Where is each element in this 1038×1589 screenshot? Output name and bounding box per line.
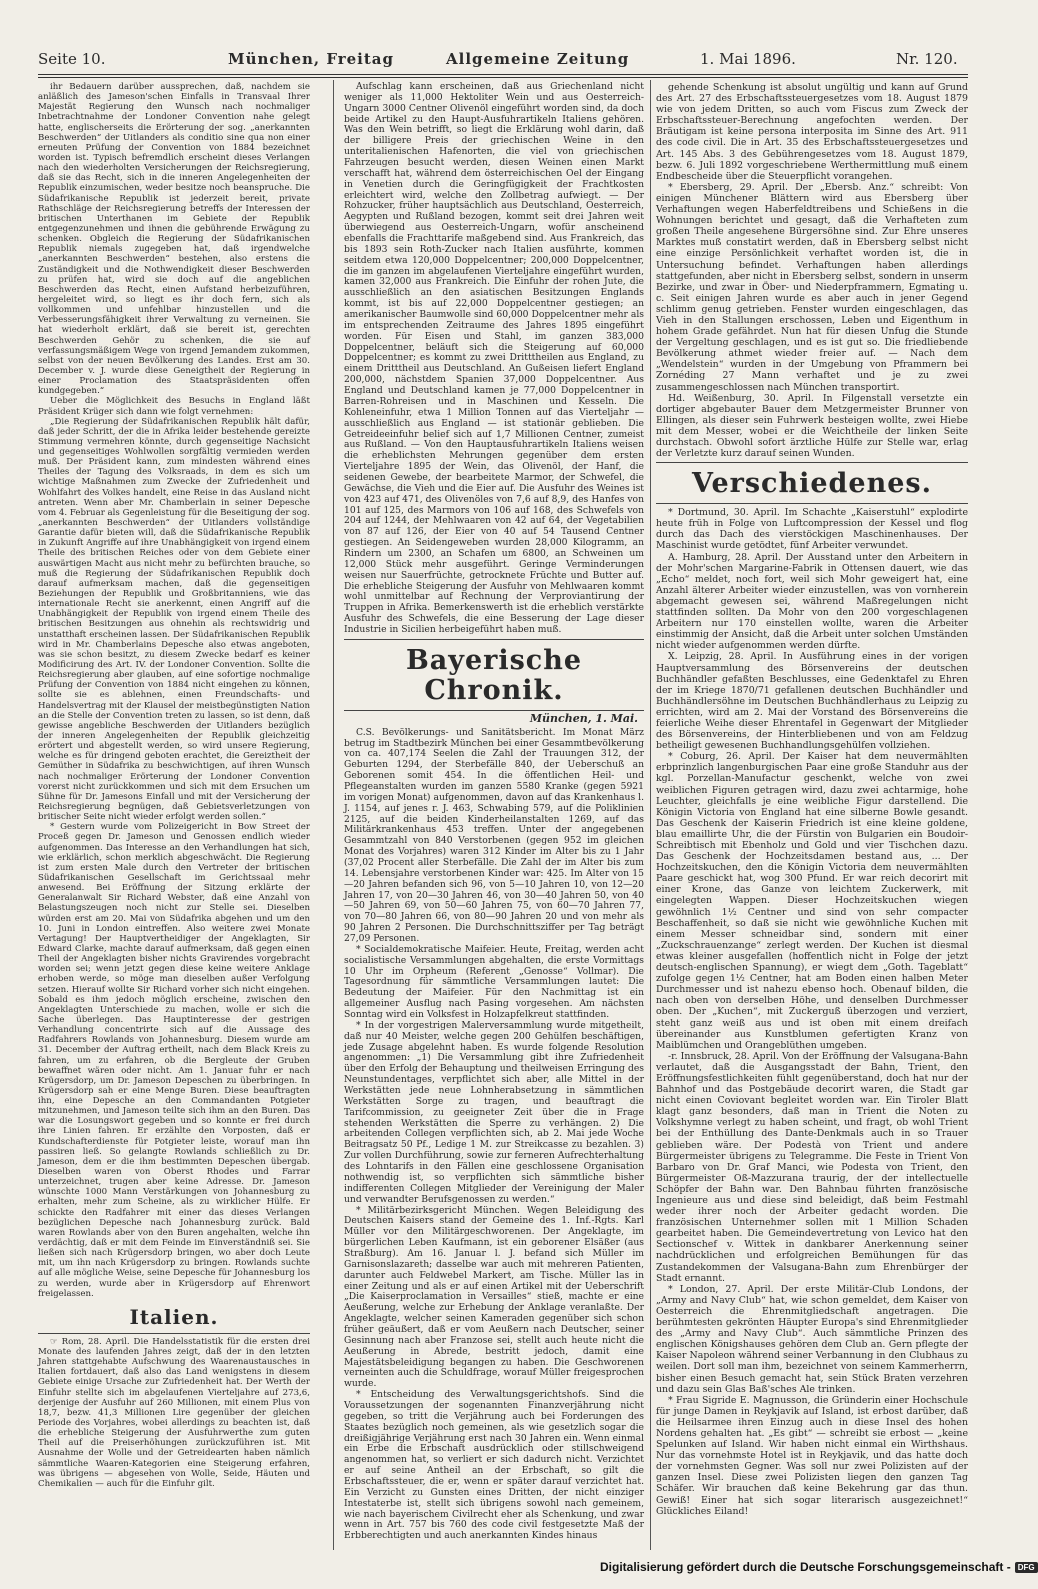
article-paragraph: Hd. Weißenburg, 30. April. In Filgenstall versetzte ein dortiger abgebauter Bauer dem Metzgermeister Brunner von Ellingen, als dieser sein Fuhrwerk besteigen wollte, zwei Hiebe mit dem Messer, wobei er die Weichtheile der linken Seite durchstach. Obwohl sofort ärztliche Hülfe zur Stelle war, erlag der Verletzte kurz darauf seinen Wunden. xyxy=(656,392,968,460)
column-2 xyxy=(344,82,644,1542)
article-paragraph: * Gestern wurde vom Polizeigericht in Bow Street der Proceß gegen Dr. Jameson und Genossen endlich wieder aufgenommen. Das Interesse an den Verhandlungen hat sich, wie erklärlich, schon merklich abgeschwächt. Die Regierung ist zum ersten Male durch den Vertreter der britischen Südafrikanischen Gesellschaft im Gerichtssaal mehr anwesend. Bei Eröffnung der Sitzung erklärte der Generalanwalt Sir Richard Webster, daß eine Anzahl von Belastungszeugen noch nicht zur Stelle sei. Dieselben würden erst am 20. Mai von Südafrika abgehen und um den 10. Juni in London eintreffen. Also weitere zwei Monate Vertagung! Der Hauptvertheidiger der Angeklagten, Sir Edward Clarke, machte darauf aufmerksam, daß gegen einen Theil der Angeklagten bisher nichts Gravirendes vorgebracht worden sei; wenn jetzt gegen diese keine weitere Anklage erhoben werde, so möge man dieselben außer Verfolgung setzen. Hierauf wollte Sir Richard vorher sich nicht eingehen. Sobald es ihm jedoch möglich erscheine, zwischen den Angeklagten Unterschiede zu machen, wolle er sich die Sache überlegen. Das Hauptinteresse der gestrigen Verhandlung concentrirte sich auf die Aussage des Radfahrers Rowlands von Johannesburg. Diesem wurde am 31. December der Auftrag ertheilt, nach dem Black Kreis zu fahren, um zu erfahren, ob die Bergleute der Gruben bewaffnet wären oder nicht. Am 1. Januar fuhr er nach Krügersdorp, um Dr. Jameson Depeschen zu überbringen. In Krügersdorp sah er eine Menge Buren. Diese beauftragten ihn, eine Depesche an den Commandanten Potgieter mitzunehmen, und Jameson teilte sich ihm an den Buren. Das war die Losungswort gegeben und so konnte er frei durch ihre Linien fahren. Er erzählte den Vorposten, daß er Kundschafterdienste für Potgieter leiste, worauf man ihn passiren ließ. So gelangte Rowlands schließlich zu Dr. Jameson, dem er die ihm bestimmten Depeschen übergab. Dieselben waren von Oberst Rhodes und Farrar unterzeichnet, trugen aber keine Adresse. Dr. Jameson wünschte 1000 Mann Verstärkungen von Johannesburg zu erhalten, mehr zum Scheine, als zu wirklicher Hülfe. Er schickte den Radfahrer mit einer das dieses Verlangen bezüglichen Depesche nach Johannesburg zurück. Bald waren Rowlands aber von den Buren angehalten, welche ihn verdächtig, daß er mit dem Feinde im Einverständniß sei. Sie ließen sich nach Krügersdorp bringen, wo aber doch Leute mit, um ihn nach Krügersdorp zu bringen. Rowlands suchte auf alle mögliche Weise, seine Depesche für Johannesburg los zu werden, wurde aber in Krügersdorp auf Ehrenwort freigelassen. xyxy=(38,822,310,1299)
article-paragraph: „Die Regierung der Südafrikanischen Republik hält dafür, daß jeder Schritt, der die in Afrika leider bestehende gereizte Stimmung vermehren könnte, durch gegenseitige Nachsicht und gegenseitiges Wohlwollen sorgfältig vermieden werden muß. Der Präsident kann, zum mindesten während eines Theiles der Tagung des Volksraads, in dem es sich um wichtige Maßnahmen zum Zwecke der Zufriedenheit und Wohlfahrt des Volkes handelt, eine Reise in das Ausland nicht antreten. Wenn aber Mr. Chamberlain in seiner Depesche vom 4. Februar als Gegenleistung für die Beseitigung der sog. „anerkannten Beschwerden“ der Uitlanders vollständige Garantie dafür bieten will, daß die Südafrikanische Republik in Zukunft Angriffe auf ihre Unabhängigkeit von irgend einem Theile des britischen Reiches oder von dem Gebiete einer auswärtigen Macht aus nicht mehr zu befürchten brauche, so muß die Regierung der Südafrikanischen Republik doch darauf aufmerksam machen, daß die gegenseitigen Beziehungen der Republik und Großbritanniens, wie das internationale Recht sie anerkennt, einen Angriff auf die Unabhängigkeit der Republik von irgend einem Theile des britischen Besitzungen aus ohnehin als rechtswidrig und unstatthaft erscheinen lassen. Der Südafrikanischen Republik wird in Mr. Chamberlains Depesche also etwas angeboten, was sie schon besitzt, zu diesem Zwecke bedarf es keiner Modificirung des Art. IV. der Londoner Convention. Sollte die Reichsregierung aber glauben, auf eine sofortige nochmalige Prüfung der Convention von 1884 nicht eingehen zu können, sollte sie es ablehnen, einen Freundschafts- und Handelsvertrag mit der Klausel der meistbegünstigten Nation an die Stelle der Convention treten zu lassen, so ist denn, daß gewisse angebliche Beschwerden der Uitlanders bezüglich der inneren Angelegenheiten der Republik gleichzeitig erörtert und abgestellt werden, so wird unsere Regierung, welche es für dringend geboten erachtet, die Gereiztheit der Gemüther in Südafrika zu beschwichtigen, auf ihren Wunsch nach nochmaliger Erörterung der Londoner Convention vorerst nicht zurückkommen und sich mit dem Ersuchen um Sühne für Dr. Jamesons Einfall und mit der Versicherung der Reichsregierung begnügen, daß Gebietsverletzungen von britischer Seite nicht wieder erfolgt werden sollen.“ xyxy=(38,416,310,823)
article-paragraph: * Ebersberg, 29. April. Der „Ebersb. Anz.“ schreibt: Von einigen Münchener Blättern wird aus Ebersberg über Verhaftungen wegen Haberfeldtreibens und Schießens in die Wohnungen berichtet und gesagt, daß die Verhafteten zum großen Theile angesehene Bürgersöhne sind. Zur Ehre unseres Marktes muß constatirt werden, daß in Ebersberg selbst nicht eine einzige Persönlichkeit verhaftet worden ist, die in Untersuchung befindet. Verhaftungen haben allerdings stattgefunden, aber nicht in Ebersberg selbst, sondern in unserm Bezirke, und zwar in Öber- und Niederpframmern, Egmating u. c. Seit einigen Jahren wurde es aber auch in jener Gegend schlimm genug getrieben. Fenster wurden eingeschlagen, das Vieh in den Stallungen erschossen, Leben und Eigenthum in hohem Grade gefährdet. Nun hat für diesen Unfug die Stunde der Vergeltung geschlagen, und es ist gut so. Die friedliebende Bevölkerung athmet wieder freier auf. — Nach dem „Wendelstein“ wurden in der Umgebung von Pframmern bei Zornéding 27 Mann verhaftet und je zu zwei zusammengeschlossen nach München transportirt. xyxy=(656,181,968,393)
column-divider xyxy=(333,80,334,1550)
article-paragraph: ☞ Rom, 28. April. Die Handelsstatistik für die ersten drei Monate des laufenden Jahres zeigt, daß der in den letzten Jahren stattgehabte Aufschwung des Waarenaustausches in Italien fortdauert, daß also das Land wenigstens in diesem Gebiete einige Ursache zur Zufriedenheit hat. Der Werth der Einfuhr stellte sich im abgelaufenen Vierteljahre auf 273,6, derjenige der Ausfuhr auf 260 Millionen, mit einem Plus von 18,7, bezw. 41,3 Millionen Lire gegenüber der gleichen Periode des Vorjahres, wobei allerdings zu beachten ist, daß die erhebliche Steigerung der Ausfuhrwerthe zum guten Theil auf die Preiserhöhungen zurückzuführen ist. Mit Ausnahme der Wolle und der Getreidearten haben nämlich sämmtliche Waaren-Kategorien eine Steigerung erfahren, was übrigens — abgesehen von Wolle, Seide, Häuten und Chemikalien — auch für die Einfuhr gilt. xyxy=(38,1336,310,1489)
article-paragraph: * Socialdemokratische Maifeier. Heute, Freitag, werden acht socialistische Versammlungen abgehalten, die erste Vormittags 10 Uhr im Orpheum (Referent „Genosse“ Vollmar). Die Tagesordnung für sämmtliche Versammlungen lautet: Die Bedeutung der Maifeier. Für den Nachmittag ist ein allgemeiner Ausflug nach Pasing vorgesehen. Am nächsten Sonntag wird ein Volksfest in Holzapfelkreut stattfinden. xyxy=(344,943,644,1021)
place-day: München, Freitag xyxy=(228,50,395,68)
page-header xyxy=(38,50,968,72)
article-paragraph: * Frau Sigride E. Magnusson, die Gründerin einer Hochschule für junge Damen in Reykjavik auf Island, ist erbost darüber, daß die Heilsarmee ihren Einzug auch in diese Insel des hohen Nordens gehalten hat. „Es gibt“ — schreibt sie erbost — „keine Spelunken auf Island. Wir haben nicht einmal ein Wirthshaus. Nur das vornehmste Hotel ist in Reykjavik, und das hatte doch der vornehmsten Gegner. Was soll nur zwei Polizisten auf der ganzen Insel. Diese zwei Polizisten liegen den ganzen Tag Schäfer. Wir brauchen daß keine Bekehrung gar das thun. Gewiß! Einer hat sich sogar literarisch ausgezeichnet!“ Glückliches Eiland! xyxy=(656,1394,968,1517)
article-paragraph: * Entscheidung des Verwaltungsgerichtshofs. Sind die Voraussetzungen der sogenannten Finanzverjährung nicht gegeben, so tritt die Verjährung auch bei Forderungen des Staates bezüglich noch gemeinen, als wie gesetzlich sogar die dreißigjährige Verjährung erst nach 30 Jahren ein. Wenn einmal ein Erbe die Erbschaft ausdrücklich oder stillschweigend angenommen hat, so verliert er sich dadurch nicht. Verzichtet er auf seine Antheil an der Erbschaft, so gilt die Erbschaftssteuer, die er, wenn er später darauf verzichtet hat. Ein Verzicht zu Gunsten eines Dritten, der nicht einziger Intestaterbe ist, stellt sich übrigens sowohl nach gemeinem, wie nach bayerischem Civilrecht eher als Schenkung, und zwar wenn in Art. 757 bis 760 des code civil festgesetzte Maß der Erbberechtigten und auch anerkannten Kindes hinaus xyxy=(344,1389,644,1542)
digitization-footer xyxy=(600,1560,1038,1574)
section-rule xyxy=(656,503,968,504)
article-paragraph: * London, 27. April. Der erste Militär-Club Londons, der „Army and Navy Club“ hat, wie schon gemeldet, dem Kaiser von Oesterreich die Ehrenmitgliedschaft angetragen. Die berühmtesten gekrönten Häupter Europa's sind Ehrenmitglieder des „Army and Navy Club“. Auch sämmtliche Prinzen des englischen Königshauses gehören dem Club an. Gern pflegte der Kaiser Napoleon während seiner Verbannung in den Clubhaus zu weilen. Dort soll man ihm, bezeichnet von seinem Kammerherrn, bisher einen Besuch gemacht hat, sein Stück Braten verzehren und dazu sein Glas Baß'sches Ale trinken. xyxy=(656,1283,968,1395)
article-paragraph: X. Leipzig, 28. April. In Ausführung eines in der vorigen Hauptversammlung des Börsenvereins der deutschen Buchhändler gefaßten Beschlusses, eine Gedenktafel zu Ehren der im Kriege 1870/71 gefallenen deutschen Buchhändler und Buchhändlersöhne im Deutschen Buchhändlerhaus zu Leipzig zu errichten, wird am 2. Mai der Vorstand des Börsenvereins die feierliche Weihe dieser Ehrentafel in Gegenwart der Mitglieder des Börsenvereins, der Hinterbliebenen und von am Feldzug betheiligt gewesenen Buchhandlungsgehülfen vollziehen. xyxy=(656,651,968,752)
article-paragraph: Aufschlag kann erscheinen, daß aus Griechenland nicht weniger als 11,000 Hektoliter Wein und aus Oesterreich-Ungarn 3000 Centner Olivenöl eingeführt worden sind, da doch beide Artikel zu den Haupt-Ausfuhrartikeln Italiens gehören. Was den Wein betrifft, so liegt die Erklärung wohl darin, daß der billigere Preis der griechischen Weine in den unteritalienischen Hafenorten, die viel von griechischen Fahrzeugen besucht werden, diesen Weinen einen Markt verschafft hat, während dem österreichischen Oel der Eingang in Venetien durch die Geringfügigkeit der Frachtkosten erleichtert wird, welche den Zollbetrag aufwiegt. — Der Rohzucker, früher hauptsächlich aus Deutschland, Oesterreich, Aegypten und Rußland bezogen, kommt seit drei Jahren weit überwiegend aus Oesterreich-Ungarn, wofür anscheinend ebenfalls die Frachttarife maßgebend sind. Aus Frankreich, das bis 1893 sein Roth-Zucker nach Italien ausführte, kommen seitdem etwa 120,000 Doppelcentner; 200,000 Doppelcentner, die im ganzen im abgelaufenen Vierteljahre eingeführt wurden, kamen 32,000 aus Frankreich. Die Einfuhr der rohen Jute, die ausschließlich an den asiatischen Besitzungen Englands kommt, ist bis auf 22,000 Doppelcentner gestiegen; an amerikanischer Baumwolle sind 60,000 Doppelcentner mehr als im entsprechenden Zeitraume des Jahres 1895 eingeführt worden. Für Eisen und Stahl, im ganzen 383,000 Doppelcentner, beläuft sich die Steigerung auf 60,000 Doppelcentner; es kommt zu zwei Dritttheilen aus England, zu einem Dritttheil aus Deutschland. An Gußeisen liefert England 200,000, nächstdem Spanien 37,000 Doppelcentner. Aus England und Deutschland kamen je 77,000 Doppelcentner in Barren-Rohreisen und in Maschinen und Kesseln. Die Kohleneinfuhr, etwa 1 Million Tonnen auf das Vierteljahr — ausschließlich aus England — ist stationär geblieben. Die Getreideeinfuhr belief sich auf 1,7 Millionen Centner, zumeist aus Rußland. — Von den Hauptausfuhrartikeln Italiens weisen die erheblichsten Mehrungen gegenüber dem ersten Vierteljahre 1895 der Wein, das Olivenöl, der Hanf, die seidenen Gewebe, der bearbeitete Marmor, der Schwefel, die Gewächse, die Vieh und die Eier auf. Die Ausfuhr des Weines ist von 423 auf 471, des Olivenöles von 7,6 auf 8,9, des Hanfes von 101 auf 125, des Marmors von 106 auf 168, des Schwefels von 204 auf 1244, der Mehlwaaren von 42 auf 64, der Vegetabilien von 87 auf 126, der Eier von 40 auf 54 Tausend Centner gestiegen. An Seidengeweben wurden 28,000 Kilogramm, an Rindern um 2300, an Schafen um 6800, an Schweinen um 12,000 Stück mehr ausgeführt. Geringe Verminderungen weisen nur Sauerfrüchte, getrocknete Früchte und Butter auf. Die erhebliche Steigerung der Ausfuhr von Mehlwaaren kommt wohl unmittelbar auf Rechnung der Verproviantirung der Truppen in Afrika. Bemerkenswerth ist die erheblich verstärkte Ausfuhr des Schwefels, die eine Besserung der Lage dieser Industrie in Sicilien herbeigeführt haben muß. xyxy=(344,81,644,635)
article-paragraph: * Militärbezirksgericht München. Wegen Beleidigung des Deutschen Kaisers stand der Gemeine des 1. Inf.-Rgts. Karl Müller vor den Militärgeschworenen. Der Angeklagte, im bürgerlichen Leben Kaufmann, ist ein geborener Elsäßer (aus Straßburg). Am 16. Januar l. J. befand sich Müller im Garnisonslazareth; dasselbe war auch mit mehreren Patienten, darunter auch Feldwebel Markert, am Tische. Müller las in einer Zeitung und als er auf einen Artikel mit der Ueberschrift „Die Kaiserproclamation in Versailles“ stieß, machte er eine Aeußerung, welche zur Erhebung der Anklage veranlaßte. Der Angeklagte, welcher seinen Kameraden gegenüber sich schon früher geäußert, daß er vom Aeußern nach Deutscher, seiner Gesinnung nach aber Franzose sei, stellt auch heute nicht die Aeußerung in Abrede, bestritt jedoch, damit eine Majestätsbeleidigung begangen zu haben. Die Geschworenen verneinten auch die Schuldfrage, worauf Müller freigesprochen wurde. xyxy=(344,1204,644,1390)
section-title-bayerische-chronik: Bayerische Chronik. xyxy=(405,644,583,706)
column-divider xyxy=(650,80,651,1550)
section-title-verschiedenes: Verschiedenes. xyxy=(691,468,933,500)
section-rule xyxy=(344,710,644,711)
section-rule xyxy=(656,462,968,463)
article-paragraph: Ueber die Möglichkeit des Besuchs in England läßt Präsident Krüger sich dann wie folgt vernehmen: xyxy=(38,396,310,417)
page-number: Seite 10. xyxy=(38,50,106,68)
issue-number: Nr. 120. xyxy=(896,50,958,68)
issue-date: 1. Mai 1896. xyxy=(700,50,796,68)
newspaper-name: Allgemeine Zeitung xyxy=(446,50,630,68)
section-title-italien: Italien. xyxy=(129,1304,219,1329)
dfg-logo-icon: DFG xyxy=(1015,1562,1038,1573)
article-paragraph: * In der vorgestrigen Malerversammlung wurde mitgetheilt, daß nur 40 Meister, welche gegen 200 Gehülfen beschäftigen, jede Zusage abgelehnt haben. Es wurde folgende Resolution angenommen: „1) Die Versammlung gibt ihre Zufriedenheit über den Erfolg der Behauptung und theilweisen Erringung des Neunstundentages, verpflichtet sich aber, alle Mittel in der Werkstätten jede neue Lohnherabsetzung in sämmtlichen Werkstätten Sorge zu tragen, und beauftragt die Tarifcommission, zu geeigneter Zeit über die in Frage stehenden Werkstätten die Sperre zu verhängen. 2) Die arbeitenden Collegen verpflichten sich, ab 2. Mai jede Woche Beitragsatz 50 Pf., Ledige 1 M. zur Streikcasse zu bezahlen. 3) Zur vollen Durchführung, sowie zur ferneren Aufrechterhaltung des Lohntarifs in den Fällen eine geschlossene Organisation nothwendig ist, so verpflichten sich sämmtliche bisher indifferenten Collegen Mitglieder der Vereinigung der Maler und verwandter Berufsgenossen zu werden.“ xyxy=(344,1019,644,1205)
footer-text: Digitalisierung gefördert durch die Deutsche Forschungsgemeinschaft - xyxy=(600,1560,1011,1574)
article-paragraph: gehende Schenkung ist absolut ungültig und kann auf Grund des Art. 27 des Erbschaftssteuergesetzes vom 18. August 1879 wie von jedem Dritten, so auch vom Fiscus zum Zweck der Erbschaftssteuer-Berechnung angefochten werden. Der Bräutigam ist keine persona interposita im Sinne des Art. 911 des code civil. Die in Art. 35 des Erbschaftssteuergesetzes und Art. 145 Abs. 3 des Gebührengesetzes vom 18. August 1879, bezw. 6. Juli 1892 vorgeschriebene Werthermittlung muß einem Endbescheide über die Steuerpflicht vorangehen. xyxy=(656,82,968,182)
article-paragraph: * Coburg, 26. April. Der Kaiser hat dem neuvermählten erbprinzlich langenburgischen Paar eine große Standuhr aus der kgl. Porzellan-Manufactur geschenkt, welche von zwei weiblichen Figuren getragen wird, dazu zwei achtarmige, hohe Leuchter, gleichfalls je eine weibliche Figur darstellend. Die Königin Victoria von England hat eine silberne Bowle gesandt. Das Geschenk der Kaiserin Friedrich ist eine kleine goldene, blau emaillirte Uhr, die der Fürstin von Bulgarien ein Boudoir-Schreibtisch mit Ebenholz und Gold und vier Tischchen dazu. Das Geschenk der Hochzeitsdamen bestand aus, ... Der Hochzeitskuchen, den die Königin Victoria dem neuvermählten Paare geschickt hat, wog 300 Pfund. Er war reich decorirt mit einer Krone, das Ganze von leichtem Zuckerwerk, mit eingelegten Wappen. Dieser Hochzeitskuchen wiegen gewöhnlich 1½ Centner und sind von sehr compacter Beschaffenheit, so daß sie nicht wie gewöhnliche Kuchen mit einem Messer schneidbar sind, sondern mit einer „Zuckschrauenzange“ zerlegt werden. Der Kuchen ist diesmal etwas kleiner ausgefallen (hoffentlich nicht in Folge der jetzt deutsch-englischen Spannung), er wiegt dem „Goth. Tageblatt“ zufolge gegen 1½ Centner, hat am Boden einen halben Meter Durchmesser und ist nahezu ebenso hoch. Obenauf bilden, die nach oben von derselben Höhe, und denselben Durchmesser oben. Der „Kuchen“, mit Zuckerguß überzogen und verziert, steht ganz weiß aus und ist oben mit einem dreifach übereinander aus Kunstblumen gefertigten Kranz von Maiblümchen und Orangeblüthen umgeben. xyxy=(656,751,968,1051)
section-rule xyxy=(38,1333,310,1334)
article-paragraph: A. Hamburg, 28. April. Der Ausstand unter den Arbeitern in der Mohr'schen Margarine-Fabrik in Ottensen dauert, wie das „Echo“ meldet, noch fort, weil sich Mohr geweigert hat, eine Anzahl älterer Arbeiter wieder einzustellen, was von vornherein abgemacht gewesen sei, während Maßregelungen nicht stattfinden sollten. Da Mohr von den 200 vorgeschlagenen Arbeitern nur 170 einstellen wollte, waren die Arbeiter einstimmig der Ansicht, daß die Arbeit unter solchen Umständen nicht wieder aufgenommen werden dürfte. xyxy=(656,551,968,652)
column-1 xyxy=(38,82,310,1489)
header-rule-thin xyxy=(38,77,968,78)
section-rule xyxy=(344,639,644,640)
article-paragraph: * Dortmund, 30. April. Im Schachte „Kaiserstuhl“ explodirte heute früh in Folge von Luftcompression der Kessel und flog durch das Dach des vierstöckigen Maschinenhauses. Der Maschinist wurde getödtet, fünf Arbeiter verwundet. xyxy=(656,507,968,552)
article-paragraph: C.S. Bevölkerungs- und Sanitätsbericht. Im Monat März betrug im Stadtbezirk München bei einer Gesammtbevölkerung von ca. 407,174 Seelen die Zahl der Trauungen 312, der Geburten 1294, der Sterbefälle 840, der Ueberschuß an Geborenen somit 454. In die öffentlichen Heil- und Pflegeanstalten wurden im ganzen 5580 Kranke (gegen 5921 im vorigen Monat) aufgenommen, davon auf das Krankenhaus l. J. 1154, auf jenes r. J. 463, Schwabing 579, auf die Poliklinien 2125, auf die beiden Kinderheilanstalten 1269, auf das Militärkrankenhaus 453 treffen. Unter der angegebenen Gesammtzahl von 840 Verstorbenen (gegen 952 im gleichen Monat des Vorjahres) waren 312 Kinder im Alter bis zu 1 Jahr (37,02 Procent aller Sterbefälle. Die Zahl der im Alter bis zum 14. Lebensjahre verstorbenen Kinder war: 425. Im Alter von 15—20 Jahren befanden sich 96, von 5—10 Jahren 10, von 12—20 Jahren 17, von 20—30 Jahren 46, von 30—40 Jahren 50, von 40—50 Jahren 69, von 50—60 Jahren 75, von 60—70 Jahren 77, von 70—80 Jahren 66, von 80—90 Jahren 20 und von mehr als 90 Jahren 2 Personen. Die Durchschnittsziffer per Tag beträgt 27,09 Personen. xyxy=(344,726,644,945)
dateline: München, 1. Mai. xyxy=(529,711,638,725)
article-paragraph: -r. Innsbruck, 28. April. Von der Eröffnung der Valsugana-Bahn verlautet, daß die Ausgangsstadt der Bahn, Trient, den Eröffnungsfestlichkeiten fühlt gegenüberstand, doch hat nur der Bahnhof und das Postgebäude decorirt waren, die Stadt gar nicht einen Coviovant begleitet worden war. Ein Tiroler Blatt klagt ganz besonders, daß man in Trient die Noten zu Volkshymne verlegt zu haben scheint, und fragt, ob wohl Trient bei der Enthüllung des Dante-Denkmals auch in so Trauer geblieben wäre. Der Podestà von Trient und andere Bürgermeister übrigens zu Telegramme. Die Feste in Trient Von Barbaro von Dr. Graf Manci, wie Podesta von Trient, den Bürgermeister Oß-Mazzurana traurig, der der intellectuelle Schöpfer der Bahn war. Den Bahnbau führten französische Ingenieure aus und diese sind beleidigt, daß beim Festmahl weder ihrer noch der Arbeiter gedacht worden. Die französischen Unternehmer sollen mit 1 Million Schaden gearbeitet haben. Die Gemeindevertretung von Levico hat den Sectionschef v. Wittek in dankbarer Anerkennung seiner nachdrücklichen und erfolgreichen Bemühungen für das Zustandekommen der Valsugana-Bahn zum Ehrenbürger der Stadt ernannt. xyxy=(656,1050,968,1284)
column-3 xyxy=(656,82,968,1517)
article-paragraph: ihr Bedauern darüber aussprechen, daß, nachdem sie anläßlich des Jameson'schen Einfalls in Transvaal Ihrer Majestät Regierung den Wunsch nach nochmaliger Inbetrachtnahme der Londoner Convention nahe gelegt hatte, englischerseits die Erörterung der sog. „anerkannten Beschwerden“ der Uitlanders als conditio sine qua non einer erneuten Prüfung der Convention von 1884 bezeichnet worden ist. Typisch befremdlich erscheint dieses Verlangen nach den wiederholten Versicherungen der Reichsregierung, daß sie das Recht, sich in die inneren Angelegenheiten der Republik einzumischen, weder besitze noch beanspruche. Die Südafrikanische Republik ist jederzeit bereit, private Rathschläge der Reichsregierung betreffs der Interessen der britischen Unterthanen im Gebiete der Republik entgegenzunehmen und ihnen die gebührende Erwägung zu schenken. Obgleich die Regierung der Südafrikanischen Republik niemals zugegeben hat, daß irgendwelche „anerkannten Beschwerden“ bestehen, also erstens die Zuständigkeit und die Nothwendigkeit dieser Beschwerden zu prüfen hat, wird sie doch auf die angeblichen Beschwerden das Recht, einen Aufstand herbeizuführen, hergeleitet wird, so liegt es ihr doch fern, sich als vollkommen und unfehlbar hinzustellen und die Verbesserungsfähigkeit ihrer Verwaltung zu verneinen. Sie hat wiederholt erklärt, daß sie bereit ist, gerechten Beschwerden Gehör zu schenken, die sie auf verfassungsmäßigem Wege von irgend Jemandem zukommen, selbst von der neuen Bevölkerung des Landes. Erst am 30. December v. J. wurde diese Geneigtheit der Regierung in einer Proclamation des Staatspräsidenten offen kundgegeben.“ xyxy=(38,82,310,397)
header-rule xyxy=(38,74,968,75)
